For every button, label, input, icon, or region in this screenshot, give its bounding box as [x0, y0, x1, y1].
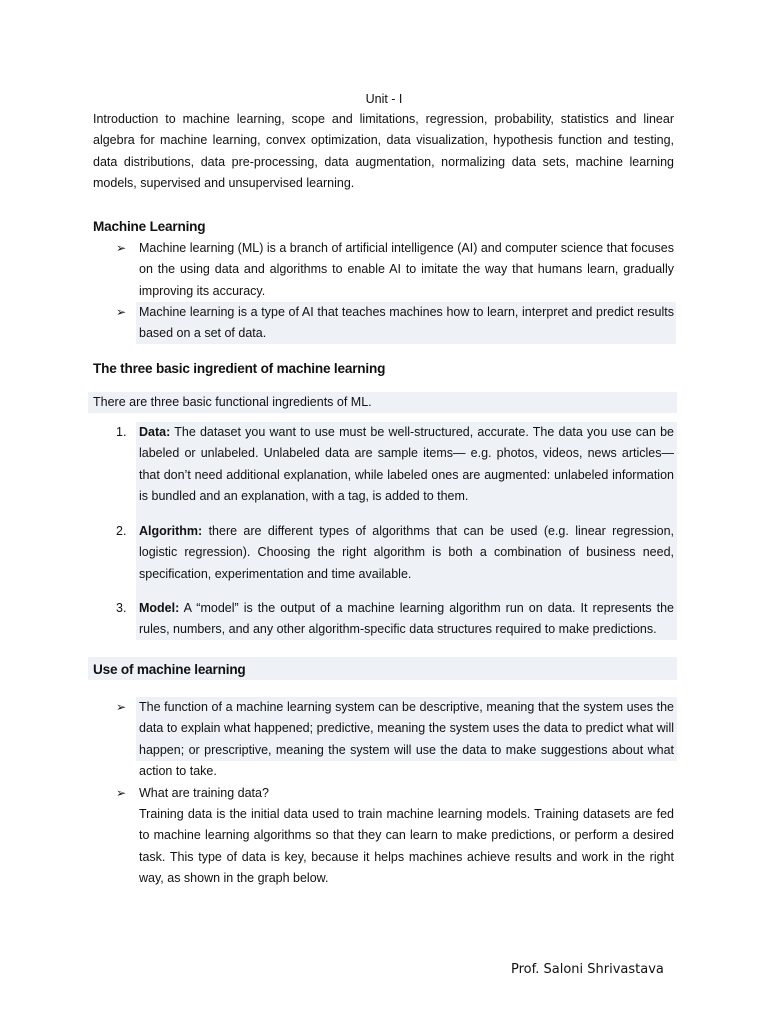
- list-number: 3.: [116, 601, 127, 615]
- ingredient-model: [139, 598, 674, 641]
- use-bullet-1: The function of a machine learning system can be descriptive, meaning that the system uses the data to explain what happened; predictive, meaning the system uses the data to predict what will happen; or prescriptive, meaning the system will use the data to make suggestions about what action to take.: [139, 700, 674, 779]
- ingredient-label: Algorithm:: [139, 524, 203, 538]
- ingredient-data: [139, 422, 674, 508]
- bullet-arrow-icon: ➢: [116, 786, 127, 800]
- bullet-arrow-icon: ➢: [116, 241, 127, 255]
- bullet-arrow-icon: ➢: [116, 305, 127, 319]
- ingredient-label: Model:: [139, 601, 180, 615]
- ml-bullet-1: Machine learning (ML) is a branch of artificial intelligence (AI) and computer science that focuses on the using data and algorithms to enable AI to imitate the way that humans learn, gradually improving its accuracy.: [139, 241, 674, 298]
- unit-title: Unit - I: [365, 92, 403, 106]
- list-number: 1.: [116, 425, 127, 439]
- heading-use-of-ml: Use of machine learning: [93, 662, 246, 677]
- ingredient-label: Data:: [139, 425, 171, 439]
- ingredient-algorithm: [139, 521, 674, 585]
- bullet-arrow-icon: ➢: [116, 700, 127, 714]
- ingredient-text: A “model” is the output of a machine learning algorithm run on data. It represents the rules, numbers, and any other algorithm-specific data structures required to make predictions.: [139, 601, 674, 637]
- footer-author: Prof. Saloni Shrivastava: [511, 962, 664, 977]
- ml-bullet-2: Machine learning is a type of AI that teaches machines how to learn, interpret and predict results based on a set of data.: [139, 305, 674, 341]
- heading-ingredients: The three basic ingredient of machine learning: [93, 361, 386, 376]
- training-data-question: What are training data?: [139, 786, 269, 800]
- ingredients-intro: There are three basic functional ingredients of ML.: [93, 395, 372, 409]
- heading-machine-learning: Machine Learning: [93, 219, 206, 234]
- training-data-paragraph: Training data is the initial data used to train machine learning models. Training datasets are fed to machine learning algorithms so that they can learn to make predictions, or perform a desired task. This type of data is key, because it helps machines achieve results and work in the right way, as shown in the graph below.: [139, 807, 674, 886]
- ingredient-text: there are different types of algorithms that can be used (e.g. linear regression, logistic regression). Choosing the right algorithm is both a combination of business need, specification, experimentation and time available.: [139, 524, 674, 581]
- intro-paragraph: Introduction to machine learning, scope and limitations, regression, probability, statistics and linear algebra for machine learning, convex optimization, data visualization, hypothesis function and testing, data distributions, data pre-processing, data augmentation, normalizing data sets, machine learning models, supervised and unsupervised learning.: [93, 112, 674, 191]
- list-number: 2.: [116, 524, 127, 538]
- ingredient-text: The dataset you want to use must be well-structured, accurate. The data you use can be labeled or unlabeled. Unlabeled data are sample items— e.g. photos, videos, news articles—that don’t need additional explanation, while labeled ones are augmented: unlabeled information is bundled and an explanation, with a tag, is added to them.: [139, 425, 674, 504]
